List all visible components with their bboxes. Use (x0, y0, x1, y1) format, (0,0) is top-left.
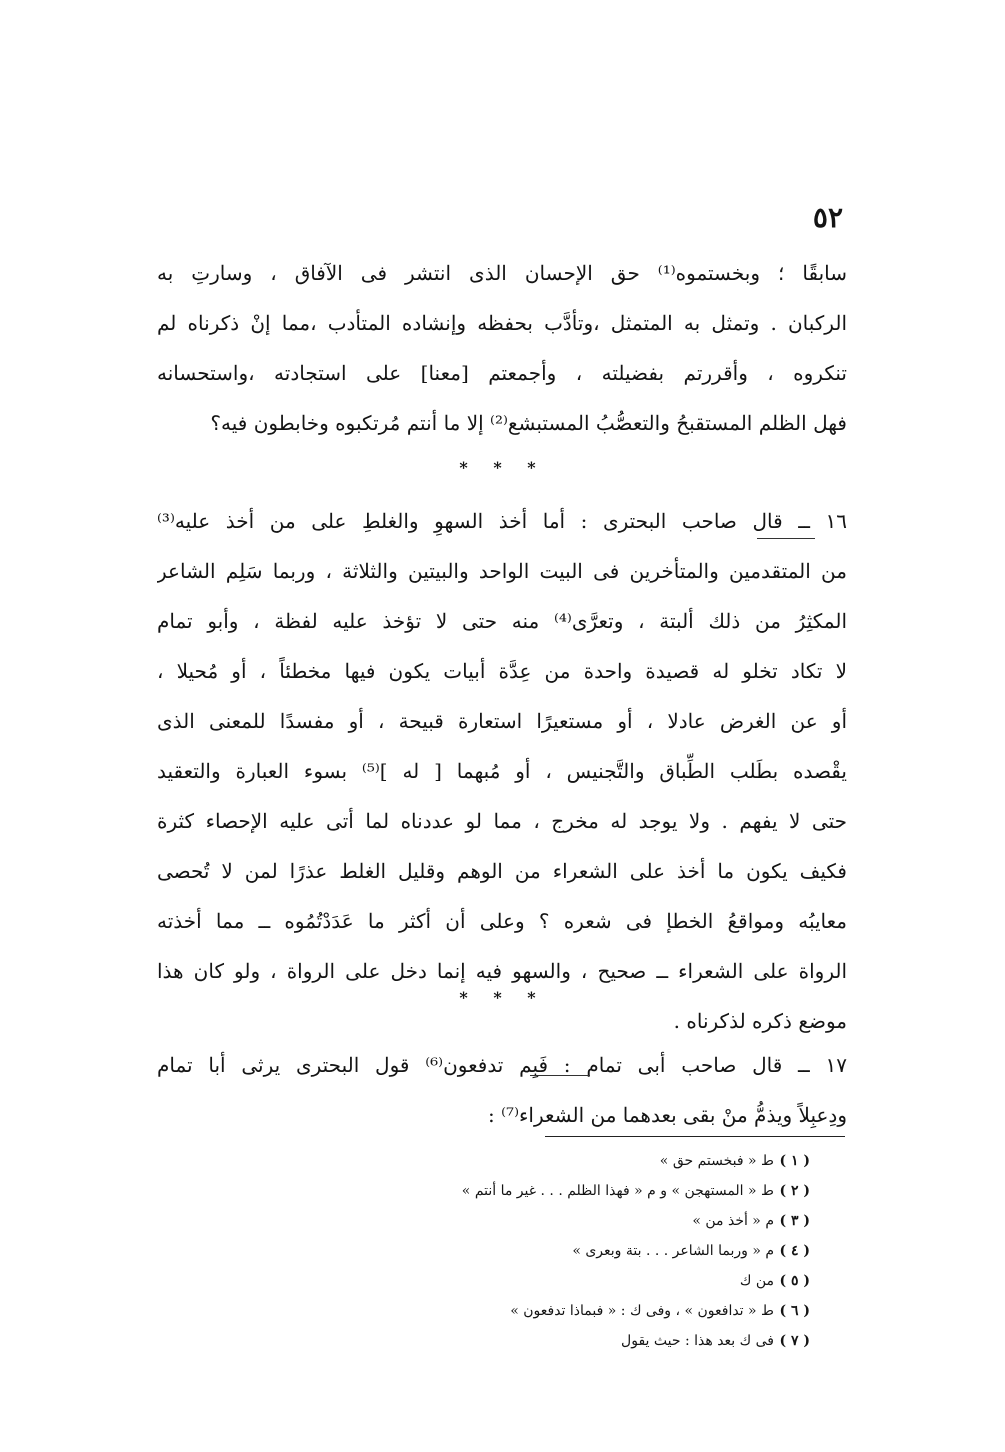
text-line: موضع ذكره لذكرناه . (673, 1009, 847, 1033)
footnote-number: ( ١ ) (779, 1153, 810, 1169)
footnote-number: ( ٥ ) (779, 1273, 810, 1289)
text-line: المكثِرُ من ذلك ألبتة ، وتعرَّى⁽⁴⁾ منه حتى لا تؤخذ عليه لفظة ، وأبو تمام (157, 609, 847, 633)
handwritten-underline (530, 1075, 590, 1076)
text-line: ودِعبِلاً ويذمُّ منْ بقى بعدهما من الشعراء⁽⁷⁾ : (488, 1103, 847, 1127)
paragraph-continued (157, 248, 847, 448)
paragraph-16 (157, 496, 847, 1033)
footnote-number: ( ٢ ) (779, 1183, 810, 1199)
text-line: تنكروه ، وأقررتم بفضيلته ، وأجمعتم [معنا] على استجادته ،واستحسانه (157, 361, 847, 385)
footnotes (290, 1146, 810, 1356)
text-line: فهل الظلم المستقبحُ والتعصُّبُ المستبشع⁽²⁾ إلا ما أنتم مُرتكبوه وخابطون فيه؟ (210, 411, 847, 435)
text-line: أو عن الغرض عادلا ، أو مستعيرًا استعارة قبيحة ، أو مفسدًا للمعنى الذى (157, 709, 847, 733)
paragraph-17 (157, 1040, 847, 1130)
footnote-divider (545, 1136, 845, 1137)
text-line: يقْصده بطَلب الطِّباق والتَّجنيس ، أو مُبهما [ له ]⁽⁵⁾ بسوء العبارة والتعقيد (157, 759, 847, 783)
text-line: لا تكاد تخلو له قصيدة واحدة من عِدَّة أبيات يكون فيها مخطئاً ، أو مُحيلا ، (157, 659, 847, 683)
footnote-text: من ك (739, 1273, 774, 1289)
footnote-number: ( ٧ ) (779, 1333, 810, 1349)
footnote-text: ط « تدافعون » ، وفى ك : « فبماذا تدفعون » (510, 1303, 774, 1319)
section-separator: * * * (459, 458, 546, 477)
footnote-text: فى ك بعد هذا : حيث يقول (621, 1333, 774, 1349)
text-line: حتى لا يفهم . ولا يوجد له مخرج ، مما لو عددناه لما أتى عليه الإحصاء كثرة (157, 809, 847, 833)
footnote-item (290, 1146, 810, 1176)
text-line: الركبان . وتمثل به المتمثل ،وتأدَّب بحفظه وإنشاده المتأدب ،مما إنْ ذكرناه لم (157, 311, 847, 335)
footnote-text: ط « المستهجن » و م « فهذا الظلم . . . غير ما أنتم » (461, 1183, 774, 1199)
footnote-number: ( ٦ ) (779, 1303, 810, 1319)
text-line: ١٦ ــ قال صاحب البحترى : أما أخذ السهوِ والغلطِ على من أخذ عليه⁽³⁾ (157, 509, 847, 533)
page-number: ٥٢ (812, 201, 843, 234)
text-line: من المتقدمين والمتأخرين فى البيت الواحد والبيتين والثلاثة ، وربما سَلِم الشاعر (157, 559, 847, 583)
footnote-item (290, 1266, 810, 1296)
text-line: ١٧ ــ قال صاحب أبى تمام : فَبِم تدفعون⁽⁶⁾ قول البحترى يرثى أبا تمام (157, 1053, 847, 1077)
text-line: معايبُه ومواقعُ الخطإ فى شعره ؟ وعلى أن أكثر ما عَدَدْتُمُوه ــ مما أخذته (157, 909, 847, 933)
footnote-item (290, 1296, 810, 1326)
footnote-item (290, 1236, 810, 1266)
text-line: الرواة على الشعراء ــ صحيح ، والسهو فيه إنما دخل على الرواة ، ولو كان هذا (157, 959, 847, 983)
footnote-number: ( ٣ ) (779, 1213, 810, 1229)
footnote-number: ( ٤ ) (779, 1243, 810, 1259)
footnote-item (290, 1206, 810, 1236)
footnote-text: ط « فبخستم حق » (659, 1153, 774, 1169)
footnote-text: م « وربما الشاعر . . . بتة وبعرى » (572, 1243, 774, 1259)
handwritten-underline (757, 538, 815, 539)
text-line: فكيف يكون ما أخذ على الشعراء من الوهم وقليل الغلط عذرًا لمن لا تُحصى (157, 859, 847, 883)
footnote-item (290, 1326, 810, 1356)
footnote-item (290, 1176, 810, 1206)
text-line: سابقًا ؛ وبخستموه⁽¹⁾ حق الإحسان الذى انتشر فى الآفاق ، وسارتِ به (157, 261, 847, 285)
section-separator: * * * (459, 988, 546, 1007)
footnote-text: م « أخذ من » (692, 1213, 774, 1229)
